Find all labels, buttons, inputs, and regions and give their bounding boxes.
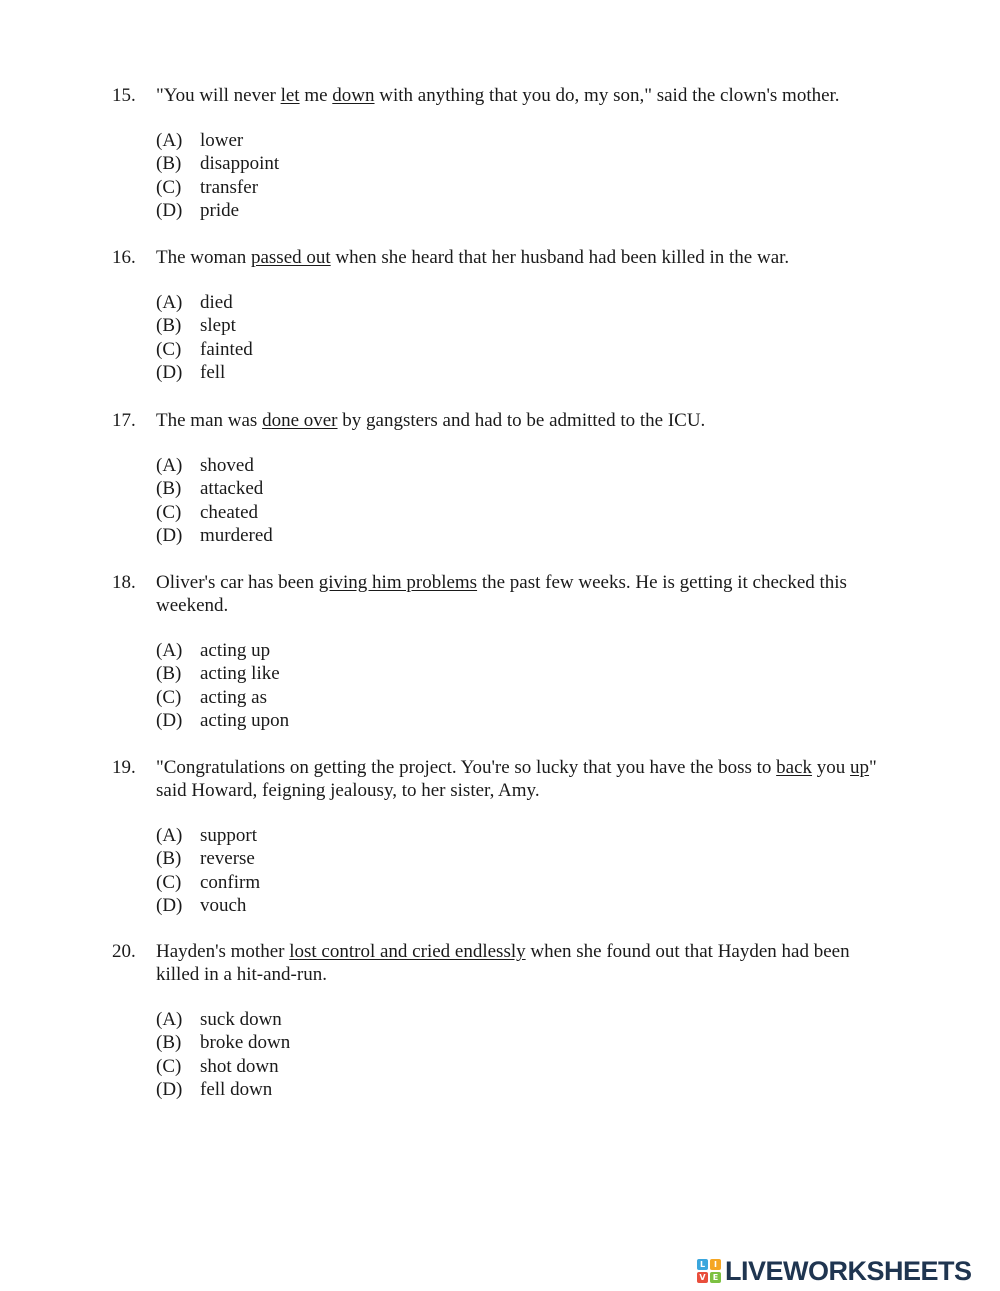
option-letter: (C) [156, 1055, 182, 1077]
option-letter: (B) [156, 478, 182, 500]
question-number: 15. [112, 85, 136, 106]
option-text: confirm [200, 871, 261, 893]
logo-block: L [697, 1259, 708, 1270]
stem-text: when she heard that her husband had been killed in the war. [330, 247, 790, 268]
answer-option[interactable] [156, 501, 892, 524]
answer-options [112, 824, 892, 917]
stem-text: when she found out that Hayden had been killed in a hit-and-run. [156, 941, 850, 985]
option-letter: (A) [156, 640, 183, 661]
answer-option[interactable] [156, 1031, 892, 1054]
option-letter: (C) [156, 176, 182, 198]
stem-text: "You will never [156, 85, 281, 106]
option-letter: (C) [156, 871, 182, 893]
option-text: fainted [200, 338, 253, 360]
stem-text: The man was [156, 410, 263, 431]
option-text: disappoint [200, 153, 280, 175]
question-18 [112, 571, 892, 732]
answer-option[interactable] [156, 1078, 892, 1101]
answer-option[interactable] [156, 314, 892, 337]
option-text: acting upon [200, 709, 290, 731]
option-text: transfer [200, 176, 259, 198]
option-text: vouch [200, 894, 247, 916]
logo-text: LIVEWORKSHEETS [725, 1255, 972, 1286]
option-letter: (B) [156, 315, 182, 337]
underlined-phrase: done over [262, 410, 338, 431]
option-text: shoved [200, 455, 254, 476]
option-letter: (B) [156, 153, 182, 175]
logo-blocks-icon [697, 1259, 721, 1283]
logo-block: V [697, 1272, 708, 1283]
answer-option[interactable] [156, 454, 892, 477]
answer-option[interactable] [156, 847, 892, 870]
option-text: cheated [200, 501, 259, 523]
underlined-phrase: down [332, 85, 375, 106]
option-letter: (C) [156, 338, 182, 360]
logo-block: E [710, 1272, 721, 1283]
option-text: acting like [200, 663, 280, 685]
stem-text: with anything that you do, my son," said the clown's mother. [374, 85, 840, 106]
stem-text: by gangsters and had to be admitted to the ICU. [337, 410, 706, 431]
question-stem [112, 940, 892, 986]
question-number: 16. [112, 247, 136, 268]
question-15 [112, 84, 892, 222]
option-text: shot down [200, 1055, 279, 1077]
option-text: fell [200, 361, 226, 383]
option-text: murdered [200, 524, 273, 546]
option-text: pride [200, 199, 240, 221]
stem-text: Oliver's car has been [156, 572, 319, 593]
answer-option[interactable] [156, 1008, 892, 1031]
option-letter: (C) [156, 686, 182, 708]
option-letter: (D) [156, 199, 183, 221]
underlined-phrase: up [850, 757, 870, 778]
option-text: attacked [200, 478, 264, 500]
answer-option[interactable] [156, 477, 892, 500]
option-letter: (A) [156, 292, 183, 313]
option-text: acting as [200, 686, 268, 708]
answer-option[interactable] [156, 662, 892, 685]
option-letter: (A) [156, 130, 183, 151]
answer-option[interactable] [156, 1055, 892, 1078]
logo-block: I [710, 1259, 721, 1270]
question-stem [112, 409, 892, 432]
underlined-phrase: giving him problems [318, 572, 478, 593]
option-letter: (A) [156, 1009, 183, 1030]
underlined-phrase: passed out [250, 247, 331, 268]
option-letter: (B) [156, 663, 182, 685]
option-text: slept [200, 315, 236, 337]
answer-option[interactable] [156, 871, 892, 894]
question-stem [112, 756, 892, 802]
option-letter: (A) [156, 825, 183, 846]
stem-text: " said Howard, feigning jealousy, to her sister, Amy. [156, 757, 877, 801]
option-text: acting up [200, 640, 271, 661]
liveworksheets-logo [697, 1256, 992, 1286]
answer-option[interactable] [156, 824, 892, 847]
answer-option[interactable] [156, 199, 892, 222]
question-stem [112, 571, 892, 617]
answer-option[interactable] [156, 709, 892, 732]
question-19 [112, 756, 892, 917]
option-text: died [200, 292, 233, 313]
underlined-phrase: let [280, 85, 300, 106]
answer-option[interactable] [156, 639, 892, 662]
question-number: 17. [112, 410, 136, 431]
question-20 [112, 940, 892, 1101]
option-text: suck down [200, 1009, 282, 1030]
option-text: fell down [200, 1078, 273, 1100]
question-number: 20. [112, 941, 136, 962]
answer-option[interactable] [156, 686, 892, 709]
option-letter: (B) [156, 1032, 182, 1054]
answer-option[interactable] [156, 361, 892, 384]
option-text: broke down [200, 1032, 291, 1054]
option-letter: (D) [156, 1078, 183, 1100]
option-letter: (C) [156, 501, 182, 523]
underlined-phrase: lost control and cried endlessly [289, 941, 526, 962]
option-letter: (D) [156, 894, 183, 916]
answer-options [112, 291, 892, 384]
answer-options [112, 1008, 892, 1101]
question-16 [112, 246, 892, 384]
option-text: lower [200, 130, 244, 151]
answer-option[interactable] [156, 338, 892, 361]
stem-text: me [299, 85, 333, 106]
answer-option[interactable] [156, 524, 892, 547]
option-letter: (A) [156, 455, 183, 476]
option-text: reverse [200, 848, 255, 870]
stem-text: "Congratulations on getting the project. You're so lucky that you have the boss to [156, 757, 777, 778]
option-letter: (D) [156, 709, 183, 731]
answer-option[interactable] [156, 176, 892, 199]
question-stem [112, 84, 892, 107]
option-letter: (D) [156, 361, 183, 383]
stem-text: you [812, 757, 851, 778]
underlined-phrase: back [776, 757, 813, 778]
question-number: 18. [112, 572, 136, 593]
answer-option[interactable] [156, 129, 892, 152]
option-text: support [200, 825, 257, 846]
answer-option[interactable] [156, 152, 892, 175]
answer-option[interactable] [156, 894, 892, 917]
option-letter: (B) [156, 848, 182, 870]
answer-options [112, 454, 892, 547]
question-17 [112, 409, 892, 547]
question-number: 19. [112, 757, 136, 778]
answer-options [112, 129, 892, 222]
answer-options [112, 639, 892, 732]
question-stem [112, 246, 892, 269]
stem-text: The woman [156, 247, 251, 268]
answer-option[interactable] [156, 291, 892, 314]
stem-text: Hayden's mother [156, 941, 290, 962]
option-letter: (D) [156, 524, 183, 546]
stem-text: the past few weeks. He is getting it checked this weekend. [156, 572, 847, 616]
